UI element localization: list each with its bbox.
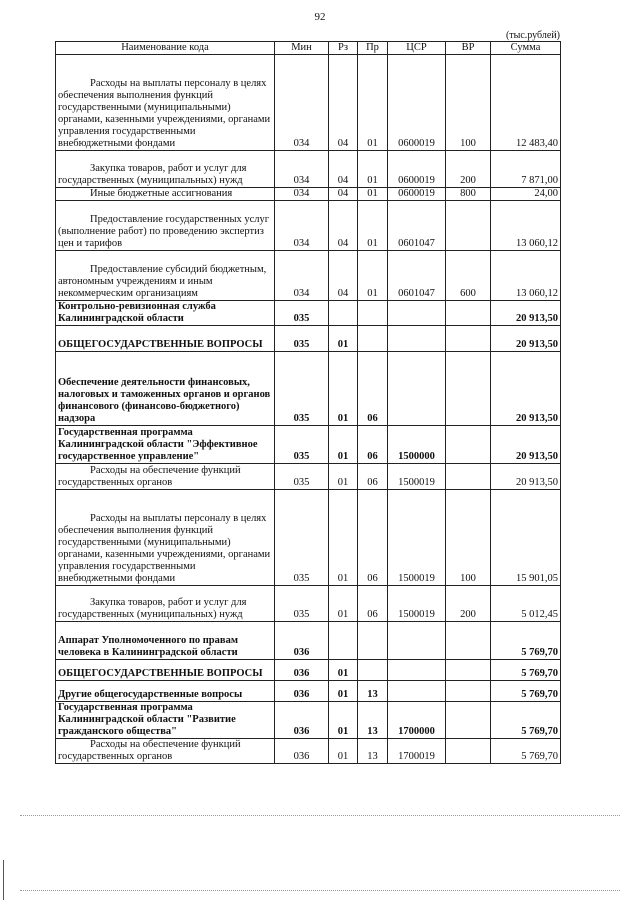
table-row	[56, 660, 561, 681]
table-row	[56, 55, 561, 151]
cell-min: 035	[275, 426, 329, 464]
table-row	[56, 326, 561, 352]
budget-table	[55, 41, 561, 764]
cell-csr: 1500019	[388, 490, 446, 586]
cell-pr	[358, 301, 388, 326]
cell-pr: 01	[358, 188, 388, 201]
cell-pr	[358, 326, 388, 352]
cell-min: 036	[275, 622, 329, 660]
cell-min: 036	[275, 739, 329, 764]
table-row	[56, 201, 561, 251]
cell-rz	[329, 301, 358, 326]
cell-sum: 5 769,70	[491, 681, 561, 702]
cell-rz: 01	[329, 352, 358, 426]
cell-name: ОБЩЕГОСУДАРСТВЕННЫЕ ВОПРОСЫ	[56, 660, 275, 681]
cell-csr: 1700000	[388, 702, 446, 739]
cell-vr: 200	[446, 586, 491, 622]
cell-min: 035	[275, 490, 329, 586]
cell-rz: 01	[329, 490, 358, 586]
table-row	[56, 352, 561, 426]
cell-vr	[446, 301, 491, 326]
cell-name: Обеспечение деятельности финансовых, налоговых и таможенных органов и органов финансового (финансово-бюджетного) надзора	[56, 352, 275, 426]
page-number: 92	[314, 11, 326, 23]
table-row	[56, 464, 561, 490]
cell-sum: 5 769,70	[491, 702, 561, 739]
cell-csr: 1500019	[388, 586, 446, 622]
cell-min: 035	[275, 464, 329, 490]
cell-name: Иные бюджетные ассигнования	[56, 188, 275, 201]
cell-min: 034	[275, 55, 329, 151]
cell-name: Предоставление государственных услуг (выполнение работ) по проведению экспертиз цен и тарифов	[56, 201, 275, 251]
cell-csr: 1700019	[388, 739, 446, 764]
cell-rz: 04	[329, 188, 358, 201]
cell-rz: 04	[329, 201, 358, 251]
cell-sum: 20 913,50	[491, 301, 561, 326]
cell-vr: 100	[446, 55, 491, 151]
cell-pr: 06	[358, 586, 388, 622]
cell-sum: 7 871,00	[491, 151, 561, 188]
cell-csr: 1500019	[388, 464, 446, 490]
margin-mark	[3, 860, 4, 900]
cell-csr	[388, 681, 446, 702]
cell-sum: 20 913,50	[491, 464, 561, 490]
cell-vr	[446, 702, 491, 739]
units-label: (тыс.рублей)	[505, 30, 560, 41]
cell-pr: 13	[358, 681, 388, 702]
cell-csr: 0600019	[388, 55, 446, 151]
cell-name: Расходы на выплаты персоналу в целях обеспечения выполнения функций государственными (муниципальными) органами, казенными учреждениями, органами управления государственными внебюджетными фондами	[56, 55, 275, 151]
table-row	[56, 681, 561, 702]
cell-min: 035	[275, 352, 329, 426]
cell-vr: 100	[446, 490, 491, 586]
cell-vr	[446, 352, 491, 426]
cell-rz: 01	[329, 702, 358, 739]
cell-sum: 20 913,50	[491, 326, 561, 352]
cell-pr: 13	[358, 739, 388, 764]
table-row	[56, 151, 561, 188]
cell-rz: 04	[329, 251, 358, 301]
cell-min: 034	[275, 251, 329, 301]
cell-csr	[388, 301, 446, 326]
cell-vr: 600	[446, 251, 491, 301]
cell-name: Расходы на обеспечение функций государственных органов	[56, 464, 275, 490]
cell-pr: 01	[358, 55, 388, 151]
header-rz: Рз	[329, 42, 358, 55]
cell-name: Государственная программа Калининградской области "Развитие гражданского общества"	[56, 702, 275, 739]
cell-rz: 01	[329, 464, 358, 490]
cell-sum: 5 769,70	[491, 660, 561, 681]
table-header-row	[56, 42, 561, 55]
cell-vr	[446, 326, 491, 352]
table-row	[56, 426, 561, 464]
cell-pr: 06	[358, 352, 388, 426]
cell-pr: 06	[358, 426, 388, 464]
table-row	[56, 622, 561, 660]
cell-rz: 01	[329, 326, 358, 352]
cell-vr	[446, 622, 491, 660]
cell-vr	[446, 426, 491, 464]
cell-sum: 13 060,12	[491, 251, 561, 301]
cell-sum: 20 913,50	[491, 426, 561, 464]
table-body	[56, 55, 561, 764]
cell-name: Аппарат Уполномоченного по правам человека в Калининградской области	[56, 622, 275, 660]
cell-sum: 13 060,12	[491, 201, 561, 251]
cell-vr: 200	[446, 151, 491, 188]
table-row	[56, 490, 561, 586]
cell-csr	[388, 622, 446, 660]
table-row	[56, 188, 561, 201]
cell-sum: 24,00	[491, 188, 561, 201]
divider	[20, 890, 620, 891]
table-row	[56, 301, 561, 326]
cell-name: Расходы на обеспечение функций государственных органов	[56, 739, 275, 764]
cell-name: Закупка товаров, работ и услуг для государственных (муниципальных) нужд	[56, 151, 275, 188]
cell-csr: 0600019	[388, 188, 446, 201]
cell-rz: 01	[329, 586, 358, 622]
cell-min: 036	[275, 660, 329, 681]
cell-name: Контрольно-ревизионная служба Калининградской области	[56, 301, 275, 326]
cell-csr: 1500000	[388, 426, 446, 464]
cell-name: ОБЩЕГОСУДАРСТВЕННЫЕ ВОПРОСЫ	[56, 326, 275, 352]
cell-min: 034	[275, 151, 329, 188]
header-csr: ЦСР	[388, 42, 446, 55]
table-row	[56, 251, 561, 301]
cell-rz: 01	[329, 660, 358, 681]
cell-name: Другие общегосударственные вопросы	[56, 681, 275, 702]
cell-pr: 01	[358, 151, 388, 188]
cell-pr	[358, 660, 388, 681]
cell-pr: 01	[358, 251, 388, 301]
cell-min: 036	[275, 702, 329, 739]
cell-csr: 0600019	[388, 151, 446, 188]
cell-pr: 06	[358, 490, 388, 586]
cell-pr	[358, 622, 388, 660]
cell-sum: 5 012,45	[491, 586, 561, 622]
header-vr: ВР	[446, 42, 491, 55]
cell-csr	[388, 660, 446, 681]
cell-vr	[446, 681, 491, 702]
cell-pr: 13	[358, 702, 388, 739]
header-pr: Пр	[358, 42, 388, 55]
cell-csr: 0601047	[388, 201, 446, 251]
cell-csr: 0601047	[388, 251, 446, 301]
cell-sum: 12 483,40	[491, 55, 561, 151]
header-min: Мин	[275, 42, 329, 55]
cell-vr	[446, 739, 491, 764]
cell-rz: 01	[329, 681, 358, 702]
cell-pr: 06	[358, 464, 388, 490]
cell-min: 035	[275, 326, 329, 352]
cell-name: Государственная программа Калининградской области "Эффективное государственное управление"	[56, 426, 275, 464]
cell-name: Предоставление субсидий бюджетным, автономным учреждениям и иным некоммерческим организациям	[56, 251, 275, 301]
cell-vr: 800	[446, 188, 491, 201]
cell-sum: 5 769,70	[491, 739, 561, 764]
cell-vr	[446, 464, 491, 490]
cell-rz: 01	[329, 426, 358, 464]
header-sum: Сумма	[491, 42, 561, 55]
table-row	[56, 739, 561, 764]
header-name: Наименование кода	[56, 42, 275, 55]
cell-name: Расходы на выплаты персоналу в целях обеспечения выполнения функций государственными (муниципальными) органами, казенными учреждениями, органами управления государственными внебюджетными фондами	[56, 490, 275, 586]
cell-vr	[446, 201, 491, 251]
cell-sum: 5 769,70	[491, 622, 561, 660]
cell-min: 036	[275, 681, 329, 702]
cell-rz	[329, 622, 358, 660]
cell-rz: 01	[329, 739, 358, 764]
cell-sum: 15 901,05	[491, 490, 561, 586]
table-row	[56, 586, 561, 622]
cell-csr	[388, 352, 446, 426]
cell-pr: 01	[358, 201, 388, 251]
cell-min: 035	[275, 301, 329, 326]
cell-name: Закупка товаров, работ и услуг для государственных (муниципальных) нужд	[56, 586, 275, 622]
cell-vr	[446, 660, 491, 681]
cell-rz: 04	[329, 151, 358, 188]
table-row	[56, 702, 561, 739]
cell-sum: 20 913,50	[491, 352, 561, 426]
divider	[20, 815, 620, 816]
cell-csr	[388, 326, 446, 352]
cell-min: 035	[275, 586, 329, 622]
cell-min: 034	[275, 201, 329, 251]
cell-rz: 04	[329, 55, 358, 151]
cell-min: 034	[275, 188, 329, 201]
